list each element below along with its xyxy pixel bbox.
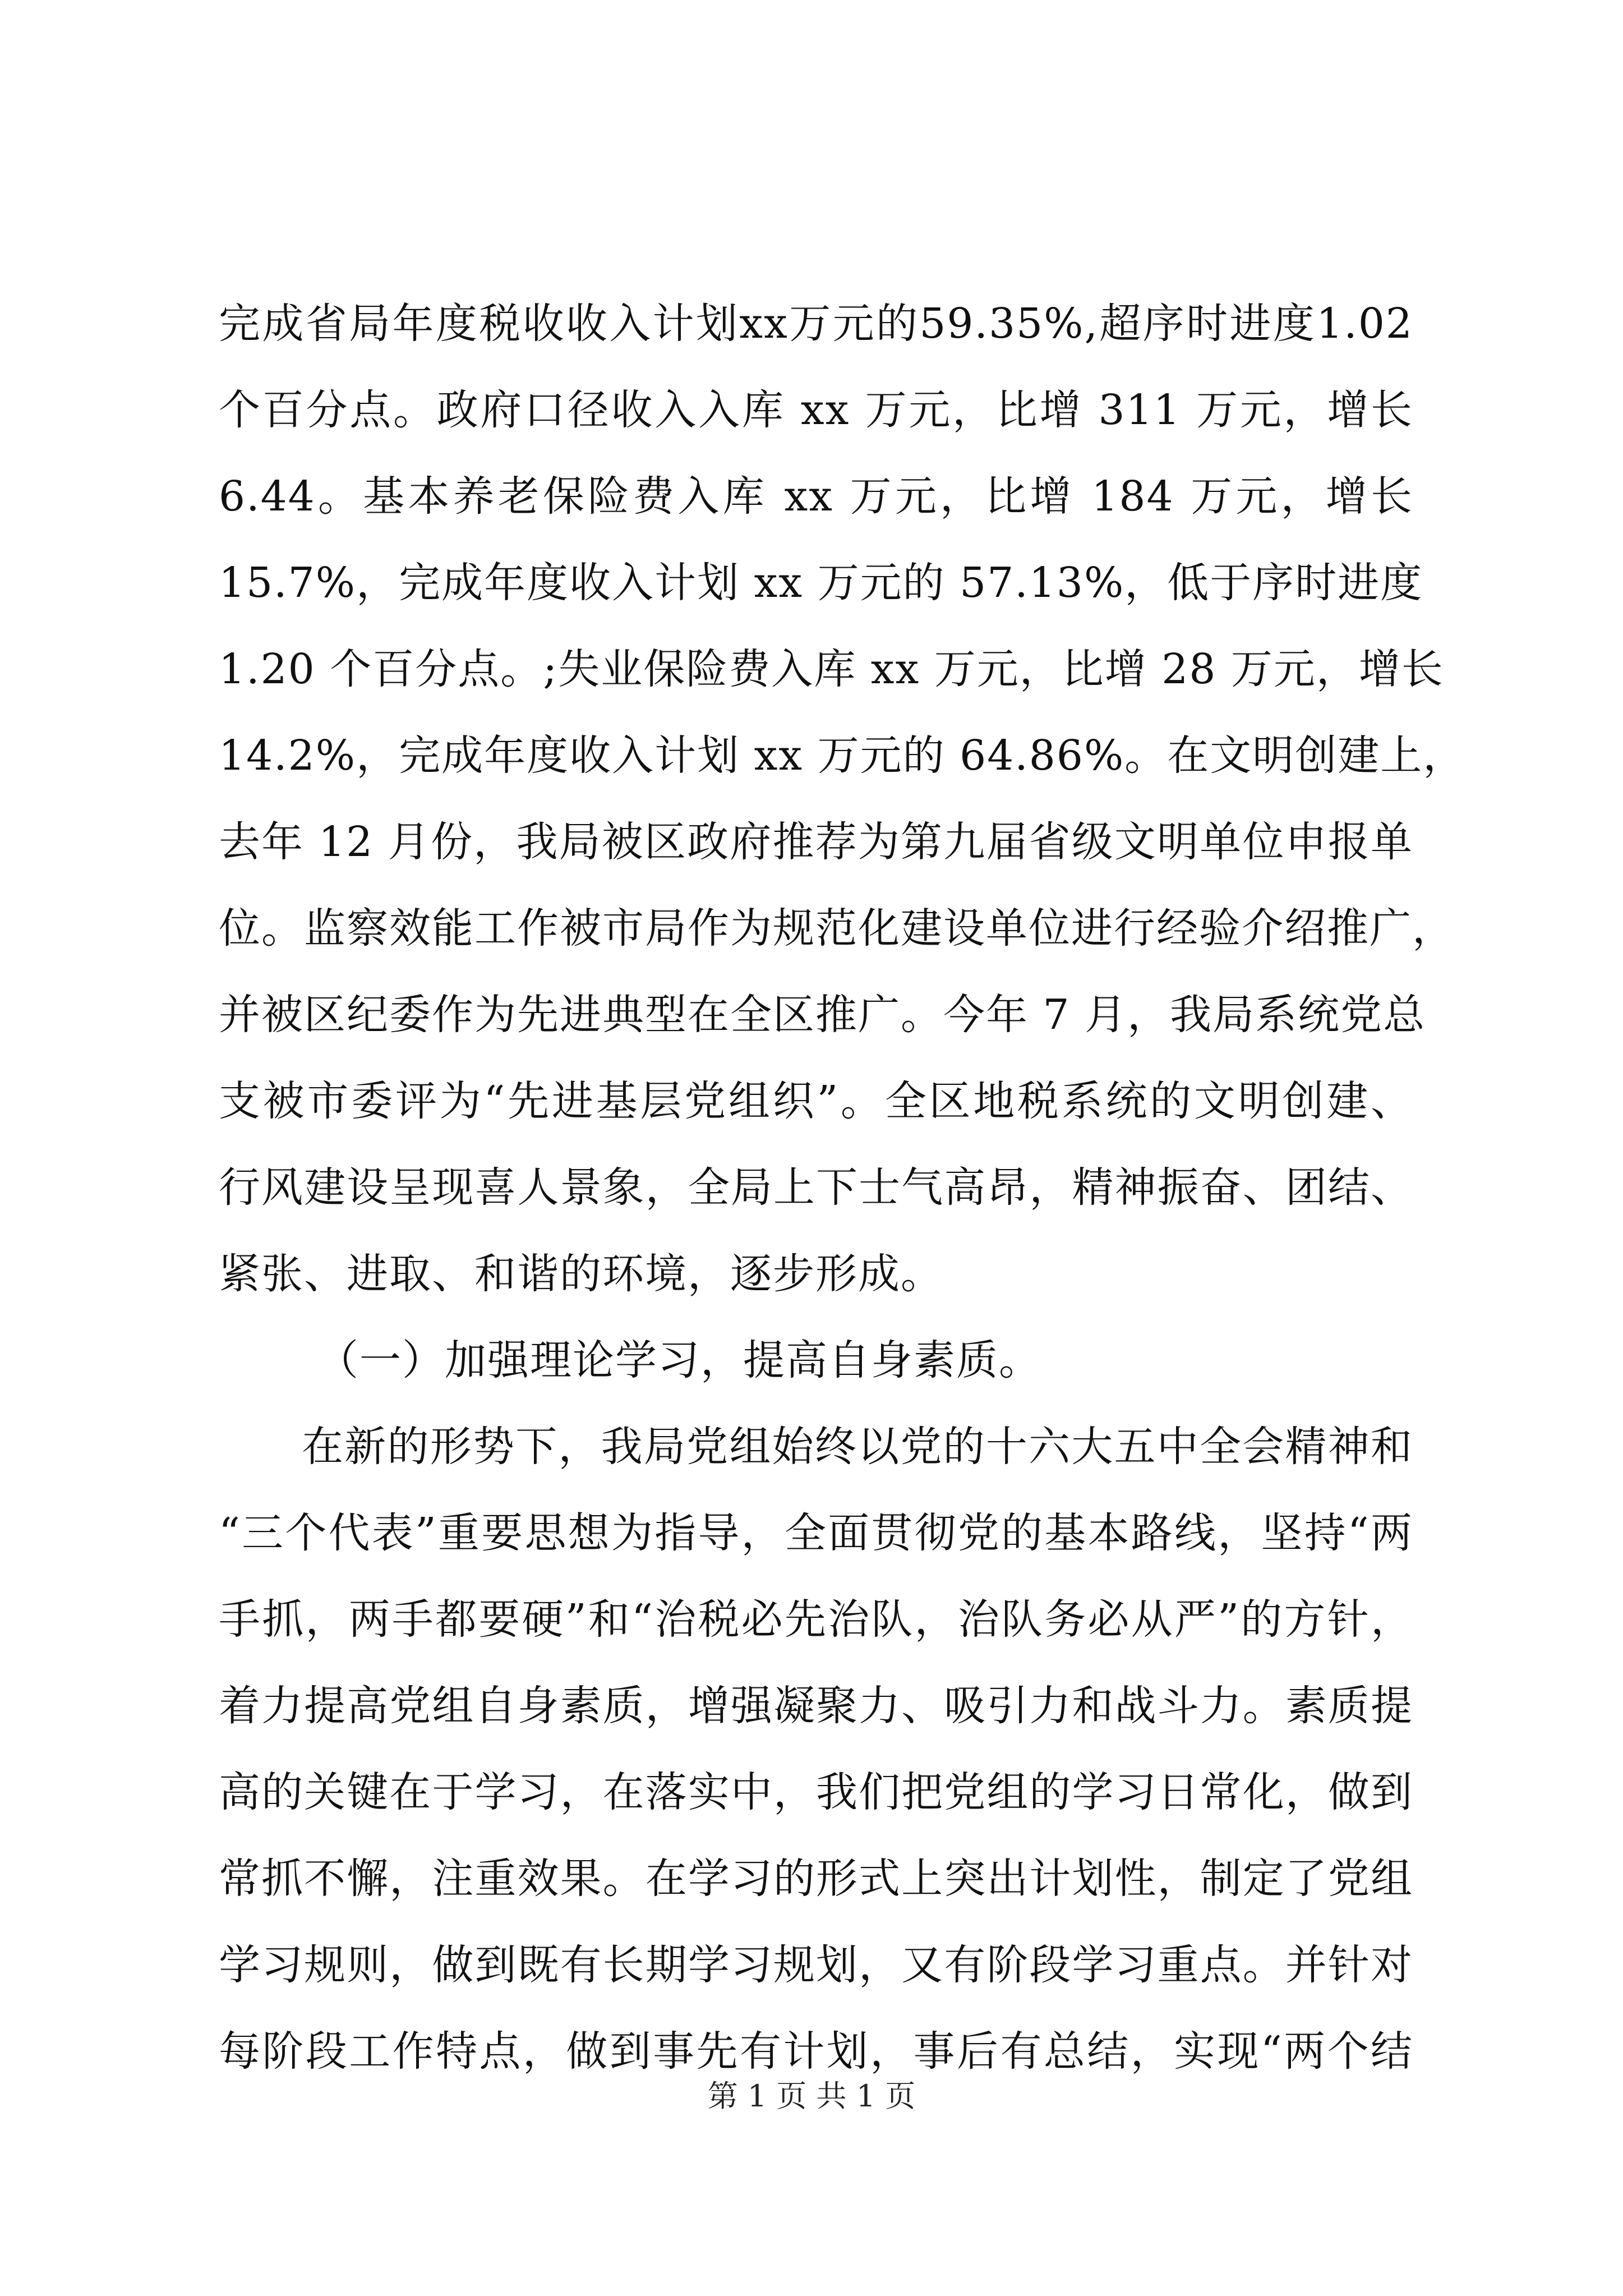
text-line: 行风建设呈现喜人景象，全局上下士气高昂，精神振奋、团结、: [219, 1163, 1413, 1212]
text-line: 完成省局年度税收收入计划xx万元的59.35%,超序时进度1.02: [219, 300, 1413, 348]
text-line: 学习规则，做到既有长期学习规划，又有阶段学习重点。并针对: [219, 1941, 1413, 1989]
text-line: 6.44。基本养老保险费入库 xx 万元，比增 184 万元，增长: [219, 472, 1413, 521]
text-line: 高的关键在于学习，在落实中，我们把党组的学习日常化，做到: [219, 1768, 1413, 1816]
text-line: “三个代表”重要思想为指导，全面贯彻党的基本路线，坚持“两: [219, 1509, 1413, 1557]
text-line: 手抓，两手都要硬”和“治税必先治队，治队务必从严”的方针，: [219, 1595, 1413, 1644]
text-line: 在新的形势下，我局党组始终以党的十六大五中全会精神和: [302, 1423, 1413, 1471]
text-line: 支被市委评为“先进基层党组织”。全区地税系统的文明创建、: [219, 1077, 1413, 1125]
document-body: [219, 280, 1466, 2095]
text-line: 每阶段工作特点，做到事先有计划，事后有总结，实现“两个结: [219, 2027, 1413, 2076]
text-line: 常抓不懈，注重效果。在学习的形式上突出计划性，制定了党组: [219, 1855, 1413, 1903]
text-line: 1.20 个百分点。;失业保险费入库 xx 万元，比增 28 万元，增长: [219, 645, 1444, 693]
text-line: 个百分点。政府口径收入入库 xx 万元，比增 311 万元，增长: [219, 386, 1413, 434]
text-line: 着力提高党组自身素质，增强凝聚力、吸引力和战斗力。素质提: [219, 1682, 1413, 1730]
text-line: 并被区纪委作为先进典型在全区推广。今年 7 月，我局系统党总: [219, 991, 1426, 1039]
page-footer: 第 1 页 共 1 页: [707, 2078, 916, 2114]
text-line: 紧张、进取、和谐的环境，逐步形成。: [219, 1250, 943, 1298]
section-heading: （一）加强理论学习，提高自身素质。: [317, 1336, 1041, 1384]
text-line: 位。监察效能工作被市局作为规范化建设单位进行经验介绍推广，: [219, 904, 1455, 953]
text-line: 去年 12 月份，我局被区政府推荐为第九届省级文明单位申报单: [219, 818, 1413, 866]
text-line: 14.2%，完成年度收入计划 xx 万元的 64.86%。在文明创建上，: [219, 731, 1466, 780]
text-line: 15.7%，完成年度收入计划 xx 万元的 57.13%，低于序时进度: [219, 559, 1423, 607]
